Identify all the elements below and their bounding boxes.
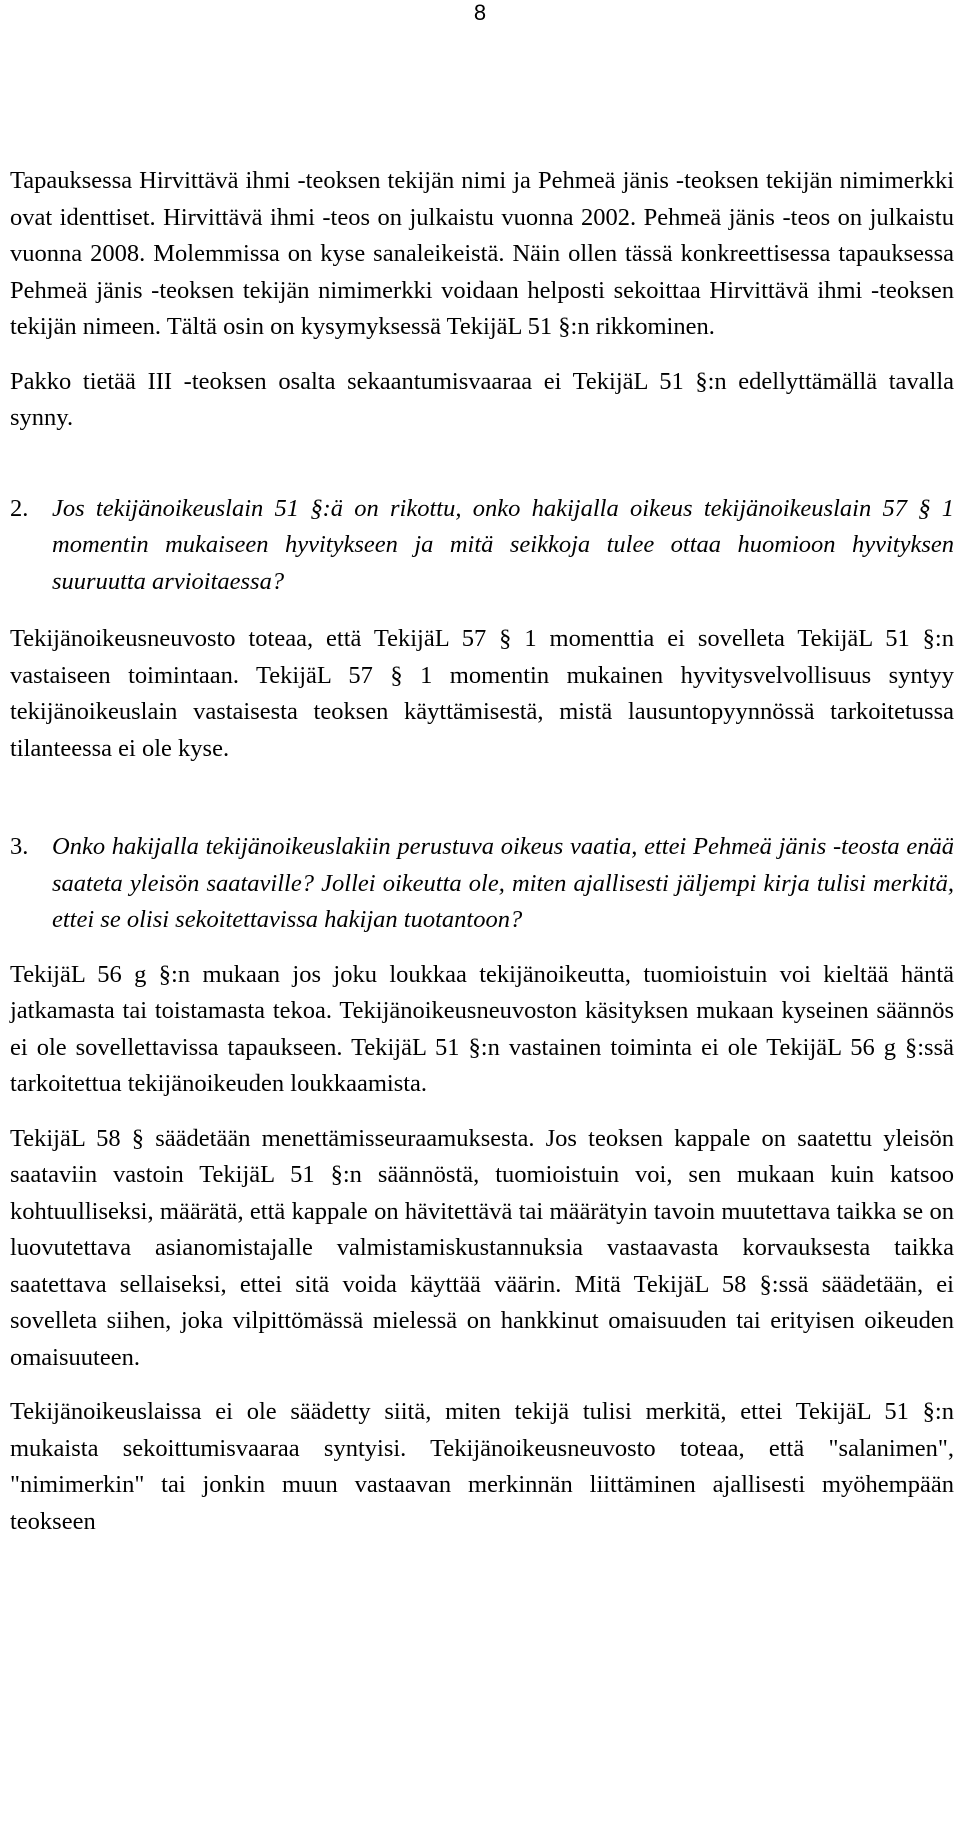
question-text: Onko hakijalla tekijänoikeuslakiin perustuva oikeus vaatia, ettei Pehmeä jänis -teosta enää saateta yleisön saataville? Jollei oikeutta ole, miten ajallisesti jäljempi kirja tulisi merkitä, ettei se olisi sekoitettavissa hakijan tuotantoon? <box>52 833 954 933</box>
paragraph-injunction: TekijäL 56 g §:n mukaan jos joku loukkaa tekijänoikeutta, tuomioistuin voi kieltää häntä jatkamasta tai toistamasta tekoa. Tekijänoikeusneuvoston käsityksen mukaan kyseinen säännös ei ole sovellettavissa tapaukseen. TekijäL 51 §:n vastainen toiminta ei ole TekijäL 56 g §:ssä tarkoitettua tekijänoikeuden loukkaamista. <box>10 960 954 1097</box>
paragraph-compensation: Tekijänoikeusneuvosto toteaa, että TekijäL 57 § 1 momenttia ei sovelleta TekijäL 51 §:n vastaiseen toimintaan. TekijäL 57 § 1 momentin mukainen hyvitysvelvollisuus syntyy tekijänoikeuslain vastaisesta teoksen käyttämisestä, mistä lausuntopyynnössä tarkoitetussa tilanteessa ei ole kyse. <box>10 625 954 762</box>
question-number: 2. <box>10 494 29 522</box>
page-number: 8 <box>473 0 487 25</box>
question-number: 3. <box>10 833 29 860</box>
question-text: Jos tekijänoikeuslain 51 §:ä on rikottu, onko hakijalla oikeus tekijänoikeuslain 57 § 1 momentin mukaiseen hyvitykseen ja mitä seikkoja tulee ottaa huomioon hyvityksen suuruutta arvioitaessa? <box>52 494 954 595</box>
paragraph-case-comparison: Tapauksessa Hirvittävä ihmi -teoksen tekijän nimi ja Pehmeä jänis -teoksen tekijän nimimerkki ovat identtiset. Hirvittävä ihmi -teos on julkaistu vuonna 2002. Pehmeä jänis -teos on julkaistu vuonna 2008. Molemmissa on kyse sanaleikeistä. Näin ollen tässä konkreettisessa tapauksessa Pehmeä jänis -teoksen tekijän nimimerkki voidaan helposti sekoittaa Hirvittävä ihmi -teoksen tekijän nimeen. Tältä osin on kysymyksessä TekijäL 51 §:n rikkominen. <box>10 167 954 340</box>
paragraph-forfeiture: TekijäL 58 § säädetään menettämisseuraamuksesta. Jos teoksen kappale on saatettu yleisön saataviin vastoin TekijäL 51 §:n säännöstä, tuomioistuin voi, sen mukaan kuin katsoo kohtuulliseksi, määrätä, että kappale on hävitettävä tai määrätyin tavoin muutettava taikka se on luovutettava asianomistajalle valmistamiskustannuksia vastaavasta korvauksesta taikka saatettava sellaiseksi, ettei sitä voida käyttää väärin. Mitä TekijäL 58 §:ssä säädetään, ei sovelleta siihen, joka vilpittömässä mielessä on hankkinut omaisuuden tai erityisen oikeuden omaisuuteen. <box>10 1124 954 1371</box>
question-2 <box>10 491 954 601</box>
document-body <box>10 163 954 1540</box>
paragraph-pakko-tietaa: Pakko tietää III -teoksen osalta sekaantumisvaaraa ei TekijäL 51 §:n edellyttämällä tavalla synny. <box>10 367 954 431</box>
paragraph-marking: Tekijänoikeuslaissa ei ole säädetty siitä, miten tekijä tulisi merkitä, ettei TekijäL 51 §:n mukaista sekoittumisvaaraa syntyisi. Tekijänoikeusneuvosto toteaa, että "salanimen", "nimimerkin" tai jonkin muun vastaavan merkinnän liittäminen ajallisesti myöhempään teokseen <box>10 1398 954 1535</box>
question-3 <box>10 829 954 939</box>
